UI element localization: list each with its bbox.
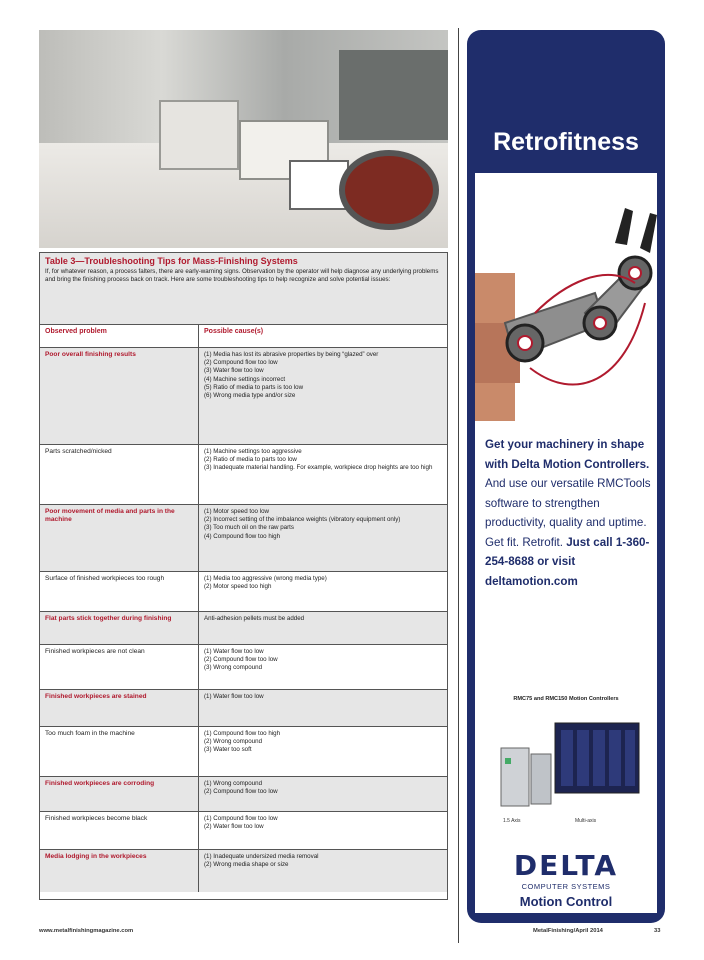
problem-cell: Flat parts stick together during finishing	[40, 612, 199, 644]
table-row	[40, 445, 447, 505]
problem-cell: Finished workpieces are stained	[40, 690, 199, 726]
table-row	[40, 690, 447, 727]
cause-item: (1) Compound flow too low	[204, 815, 278, 822]
cause-item: (2) Incorrect setting of the imbalance weights (vibratory equipment only)	[204, 516, 401, 524]
delta-logo-subtitle: COMPUTER SYSTEMS	[521, 882, 611, 891]
table-row	[40, 812, 447, 850]
products-caption: RMC75 and RMC150 Motion Controllers	[513, 696, 619, 702]
cause-item: (3) Water flow too low	[204, 367, 264, 375]
ad-copy-regular: And use our versatile RMCTools software to strengthen productivity, quality and uptime.	[485, 477, 651, 529]
cause-item: (4) Compound flow too high	[204, 532, 281, 540]
cause-item: (1) Water flow too low	[204, 648, 264, 655]
causes-cell	[199, 777, 447, 811]
cause-item: Anti-adhesion pellets must be added	[204, 615, 305, 622]
ad-copy	[485, 435, 651, 591]
cause-item: (1) Wrong compound	[204, 780, 263, 787]
cause-item: (4) Machine settings incorrect	[204, 375, 286, 383]
problem-cell: Finished workpieces become black	[40, 812, 199, 849]
motion-controllers-image	[495, 718, 645, 813]
ad-cta-bold[interactable]: Just call 1-360-254-8688 or visit deltamotion.com	[485, 535, 650, 588]
delta-logo: DELTA	[513, 849, 619, 882]
causes-cell	[199, 645, 447, 689]
ad-cta-regular: Get fit. Retrofit.	[485, 535, 563, 549]
causes-cell	[199, 348, 447, 444]
table-row	[40, 727, 447, 777]
footer-website[interactable]: www.metalfinishingmagazine.com	[39, 928, 134, 934]
table-row	[40, 612, 447, 645]
cause-item: (2) Compound flow too low	[204, 656, 278, 664]
table-row	[40, 850, 447, 892]
troubleshooting-table	[39, 252, 448, 900]
table-row	[40, 777, 447, 812]
cause-item: (3) Water too soft	[204, 746, 252, 754]
problem-cell: Surface of finished workpieces too rough	[40, 572, 199, 611]
footer-page-number: 33	[654, 928, 661, 934]
cause-item: (3) Inadequate material handling. For example, workpiece drop heights are too high	[204, 464, 433, 472]
cause-item: (2) Compound flow too low	[204, 788, 278, 796]
cause-item: (3) Wrong compound	[204, 664, 263, 672]
cause-item: (1) Machine settings too aggressive	[204, 448, 302, 455]
ad-headline: Retrofitness	[493, 128, 639, 156]
problem-cell: Too much foam in the machine	[40, 727, 199, 776]
problem-cell: Finished workpieces are corroding	[40, 777, 199, 811]
cause-item: (2) Compound flow too low	[204, 359, 278, 367]
causes-cell	[199, 572, 447, 611]
table-caption	[40, 253, 447, 325]
causes-cell	[199, 812, 447, 849]
cause-item: (2) Wrong compound	[204, 738, 263, 746]
causes-cell	[199, 690, 447, 726]
cause-item: (1) Media too aggressive (wrong media type)	[204, 575, 327, 582]
cause-item: (6) Wrong media type and/or size	[204, 392, 296, 400]
cause-item: (1) Motor speed too low	[204, 508, 269, 515]
table-row	[40, 505, 447, 572]
problem-cell: Finished workpieces are not clean	[40, 645, 199, 689]
product-label-2: Multi-axis	[575, 818, 597, 824]
causes-cell	[199, 850, 447, 892]
table-row	[40, 348, 447, 445]
cause-item: (2) Water flow too low	[204, 823, 264, 831]
cause-item: (3) Too much oil on the raw parts	[204, 524, 294, 532]
table-row	[40, 645, 447, 690]
table-row	[40, 572, 447, 612]
column-divider	[458, 28, 459, 943]
cause-item: (2) Wrong media shape or size	[204, 861, 289, 869]
photo-cabinet	[339, 50, 448, 140]
cause-item: (2) Ratio of media to parts too low	[204, 456, 297, 464]
ad-copy-bold: Get your machinery in shape with Delta Motion Controllers.	[485, 438, 650, 471]
table-header-row	[40, 325, 447, 348]
factory-photo	[39, 30, 448, 248]
photo-vibratory-bowl	[339, 150, 439, 230]
cause-item: (1) Water flow too low	[204, 693, 264, 700]
delta-logo-tagline: Motion Control	[519, 894, 613, 909]
causes-cell	[199, 505, 447, 571]
ad-body	[475, 173, 657, 913]
header-problem: Observed problem	[40, 325, 199, 347]
causes-cell	[199, 612, 447, 644]
product-label-1: 1.5 Axis	[503, 818, 521, 824]
delta-advertisement	[467, 30, 665, 923]
robotic-arm-graphic	[475, 173, 657, 421]
table-intro: If, for whatever reason, a process falters, there are early-warning signs. Observation by the operator will help diagnose any underlying problems and bring the finishing process back on track. Here are some troubleshooting tips to help recognize and solve potential issues:	[45, 268, 439, 284]
cause-item: (2) Motor speed too high	[204, 583, 272, 591]
problem-cell: Parts scratched/nicked	[40, 445, 199, 504]
table-title: Table 3—Troubleshooting Tips for Mass-Finishing Systems	[45, 256, 298, 266]
causes-cell	[199, 445, 447, 504]
cause-item: (1) Inadequate undersized media removal	[204, 853, 319, 860]
header-cause: Possible cause(s)	[204, 328, 264, 335]
footer-issue: MetalFinishing/April 2014	[533, 928, 603, 934]
problem-cell: Media lodging in the workpieces	[40, 850, 199, 892]
cause-item: (5) Ratio of media to parts is too low	[204, 383, 304, 391]
problem-cell: Poor overall finishing results	[40, 348, 199, 444]
cause-item: (1) Media has lost its abrasive properties by being “glazed” over	[204, 351, 379, 358]
causes-cell	[199, 727, 447, 776]
problem-cell: Poor movement of media and parts in the machine	[40, 505, 199, 571]
cause-item: (1) Compound flow too high	[204, 730, 281, 737]
photo-machine	[159, 100, 239, 170]
